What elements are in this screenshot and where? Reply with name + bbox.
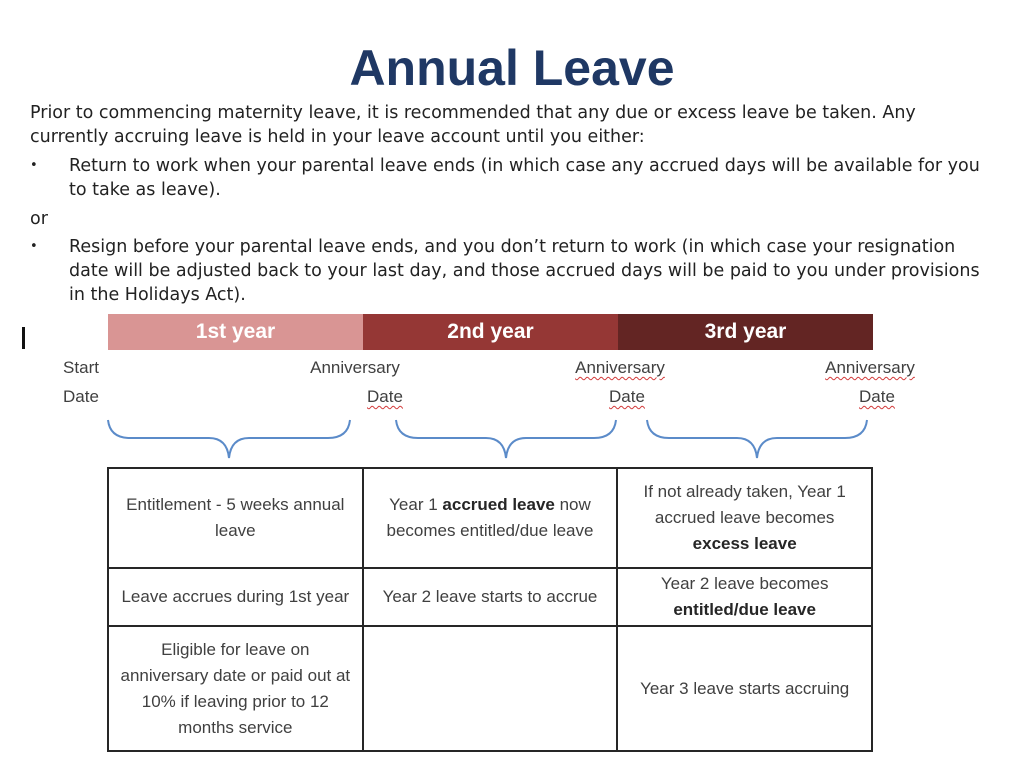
cell-text: Year 3 leave starts accruing	[640, 678, 850, 698]
page-title: Annual Leave	[349, 40, 675, 96]
table-cell	[617, 568, 872, 626]
cell-emphasis: entitled/due leave	[673, 600, 816, 619]
start-label-line2: Date	[63, 387, 99, 406]
bullet-text: Resign before your parental leave ends, and you don’t return to work (in which case your resignation date will be adjusted back to your last day, and those accrued days will be paid to you under provisions in the Holidays Act).	[69, 237, 980, 305]
anniversary-date-label-2	[561, 353, 679, 411]
anniversary-label-line2: Date	[367, 387, 403, 406]
anniversary-label-line2: Date	[609, 387, 645, 406]
anniversary-label-line1: Anniversary	[825, 358, 915, 377]
table-row	[108, 626, 872, 751]
cell-emphasis: accrued leave	[442, 495, 555, 514]
table-cell	[363, 468, 618, 568]
cell-text: Entitlement - 5 weeks annual leave	[126, 495, 345, 540]
year-1-brace	[106, 414, 352, 466]
cell-text: If not already taken, Year 1 accrued leave becomes	[643, 482, 846, 527]
cell-text: now becomes entitled/due leave	[386, 495, 594, 540]
cell-text: Year 1	[389, 495, 443, 514]
or-connector: or	[30, 209, 48, 229]
year-2-brace	[394, 414, 618, 466]
anniversary-label-line2: Date	[859, 387, 895, 406]
text-cursor	[22, 327, 25, 349]
bullet-text: Return to work when your parental leave ends (in which case any accrued days will be available for you to take as leave).	[69, 156, 980, 200]
table-cell	[108, 568, 363, 626]
table-row	[108, 468, 872, 568]
table-row	[108, 568, 872, 626]
table-cell	[617, 626, 872, 751]
cell-emphasis: excess leave	[692, 534, 797, 553]
table-cell	[363, 626, 618, 751]
table-cell	[363, 568, 618, 626]
anniversary-label-line1: Anniversary	[575, 358, 665, 377]
anniversary-label-line1: Anniversary	[310, 358, 400, 377]
bullet-item	[30, 154, 990, 202]
start-date-label	[50, 353, 112, 411]
start-label-line1: Start	[63, 358, 99, 377]
bullet-marker: •	[30, 158, 38, 173]
anniversary-date-label-1	[296, 353, 414, 411]
table-cell	[617, 468, 872, 568]
year-band-1: 1st year	[108, 314, 363, 350]
leave-table	[107, 467, 873, 752]
year-band-2: 2nd year	[363, 314, 618, 350]
bullet-item	[30, 235, 990, 307]
intro-paragraph: Prior to commencing maternity leave, it is recommended that any due or excess leave be taken. Any currently accruing leave is held in your leave account until you either:	[30, 103, 916, 147]
cell-text: Leave accrues during 1st year	[121, 587, 350, 606]
bullet-marker: •	[30, 239, 38, 254]
table-cell	[108, 626, 363, 751]
anniversary-date-label-3	[811, 353, 929, 411]
year-3-brace	[645, 414, 869, 466]
cell-text: Year 2 leave becomes	[660, 574, 829, 593]
cell-text: Eligible for leave on anniversary date or paid out at 10% if leaving prior to 12 months service	[120, 639, 351, 737]
year-band-3: 3rd year	[618, 314, 873, 350]
cell-text: Year 2 leave starts to accrue	[382, 587, 598, 606]
table-cell	[108, 468, 363, 568]
